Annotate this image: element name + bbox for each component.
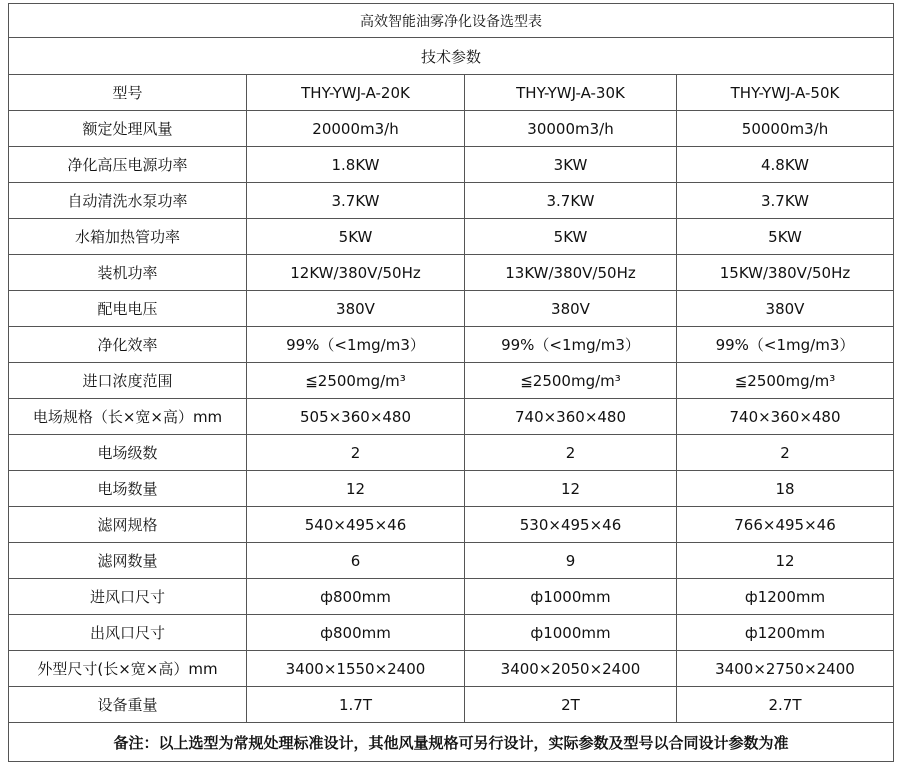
cell: 4.8KW [677,147,894,183]
cell: 30000m3/h [465,111,677,147]
table-row [9,291,894,327]
row-label: 装机功率 [9,255,247,291]
cell: 5KW [677,219,894,255]
table-row [9,579,894,615]
row-label: 进风口尺寸 [9,579,247,615]
cell: ф1000mm [465,579,677,615]
row-label: 电场规格（长×宽×高）mm [9,399,247,435]
section-heading: 技术参数 [9,38,894,75]
row-label: 净化高压电源功率 [9,147,247,183]
cell: 740×360×480 [465,399,677,435]
cell: 9 [465,543,677,579]
cell: 3.7KW [677,183,894,219]
cell: ≦2500mg/m³ [465,363,677,399]
column-header: 型号 [9,75,247,111]
table-row [9,543,894,579]
cell: ф1200mm [677,615,894,651]
cell: 380V [247,291,465,327]
cell: 99%（<1mg/m3） [465,327,677,363]
row-label: 电场级数 [9,435,247,471]
footnote: 备注：以上选型为常规处理标准设计，其他风量规格可另行设计，实际参数及型号以合同设计参数为准 [9,723,894,762]
cell: ф1000mm [465,615,677,651]
cell: 5KW [465,219,677,255]
cell: 3KW [465,147,677,183]
cell: 3400×1550×2400 [247,651,465,687]
cell: 766×495×46 [677,507,894,543]
table-row [9,399,894,435]
cell: 99%（<1mg/m3） [677,327,894,363]
cell: 12 [465,471,677,507]
cell: 3400×2050×2400 [465,651,677,687]
cell: 13KW/380V/50Hz [465,255,677,291]
cell: 740×360×480 [677,399,894,435]
table-row [9,687,894,723]
row-label: 额定处理风量 [9,111,247,147]
cell: 3.7KW [247,183,465,219]
cell: 3400×2750×2400 [677,651,894,687]
table-title: 高效智能油雾净化设备选型表 [9,4,894,38]
cell: 1.7T [247,687,465,723]
spec-sheet [8,3,893,762]
cell: ф800mm [247,579,465,615]
row-label: 水箱加热管功率 [9,219,247,255]
table-row [9,363,894,399]
table-row [9,111,894,147]
table-row [9,435,894,471]
row-label: 设备重量 [9,687,247,723]
cell: 12 [677,543,894,579]
table-row [9,615,894,651]
row-label: 滤网数量 [9,543,247,579]
cell: 50000m3/h [677,111,894,147]
row-label: 出风口尺寸 [9,615,247,651]
cell: 18 [677,471,894,507]
table-row [9,651,894,687]
cell: 20000m3/h [247,111,465,147]
cell: 12KW/380V/50Hz [247,255,465,291]
table-row [9,471,894,507]
header-row [9,75,894,111]
row-label: 进口浓度范围 [9,363,247,399]
cell: 2.7T [677,687,894,723]
cell: ≦2500mg/m³ [247,363,465,399]
cell: 2 [247,435,465,471]
row-label: 电场数量 [9,471,247,507]
table-row [9,147,894,183]
row-label: 滤网规格 [9,507,247,543]
cell: 3.7KW [465,183,677,219]
cell: 505×360×480 [247,399,465,435]
column-header: THY-YWJ-A-20K [247,75,465,111]
spec-table [8,3,894,762]
cell: 380V [465,291,677,327]
page-bottom-margin [0,768,903,778]
cell: 15KW/380V/50Hz [677,255,894,291]
cell: 380V [677,291,894,327]
table-row [9,507,894,543]
column-header: THY-YWJ-A-50K [677,75,894,111]
cell: ф800mm [247,615,465,651]
cell: ф1200mm [677,579,894,615]
cell: 6 [247,543,465,579]
row-label: 外型尺寸(长×宽×高）mm [9,651,247,687]
table-row [9,183,894,219]
cell: 2 [465,435,677,471]
note-row [9,723,894,762]
cell: 2T [465,687,677,723]
cell: 2 [677,435,894,471]
row-label: 自动清洗水泵功率 [9,183,247,219]
cell: 99%（<1mg/m3） [247,327,465,363]
row-label: 配电电压 [9,291,247,327]
table-row [9,255,894,291]
subtitle-row [9,38,894,75]
cell: 1.8KW [247,147,465,183]
cell: 5KW [247,219,465,255]
table-row [9,327,894,363]
cell: 540×495×46 [247,507,465,543]
title-row [9,4,894,38]
column-header: THY-YWJ-A-30K [465,75,677,111]
cell: 530×495×46 [465,507,677,543]
cell: ≦2500mg/m³ [677,363,894,399]
table-row [9,219,894,255]
cell: 12 [247,471,465,507]
row-label: 净化效率 [9,327,247,363]
